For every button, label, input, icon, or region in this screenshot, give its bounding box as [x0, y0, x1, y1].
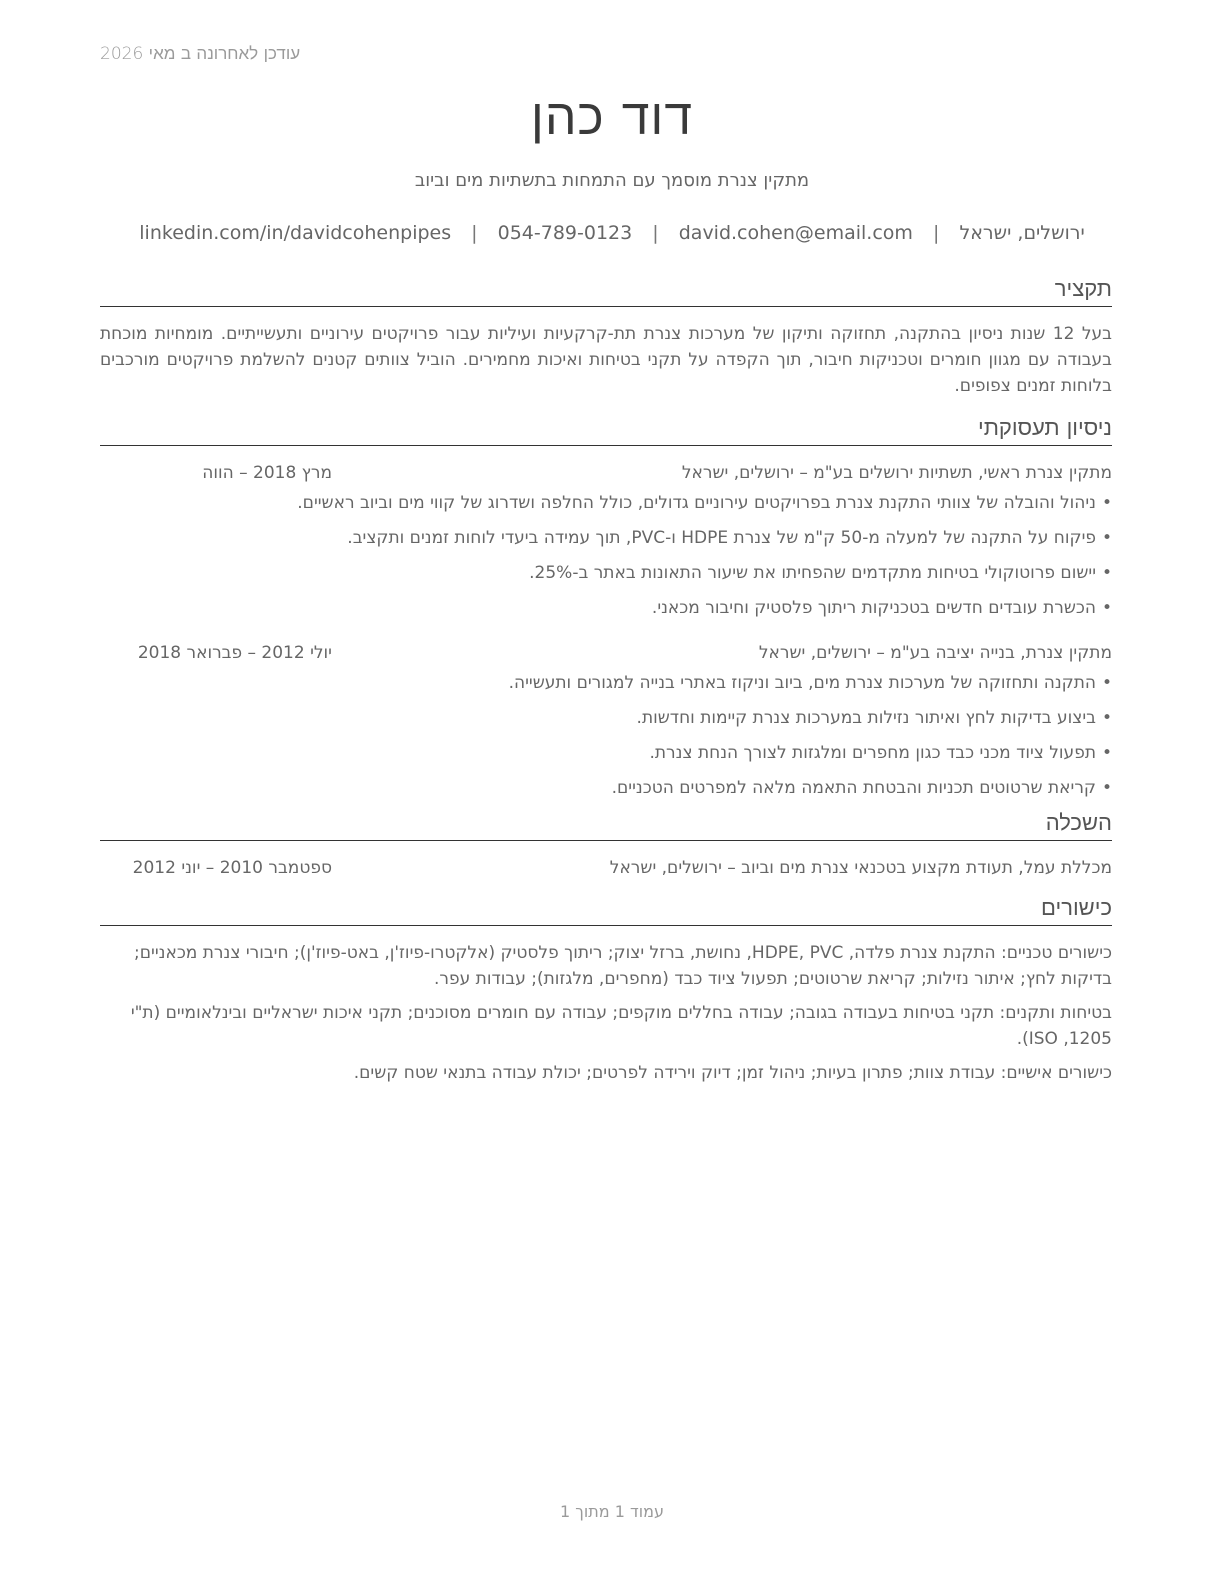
skills-technical: כישורים טכניים: התקנת צנרת פלדה, HDPE, PVC, נחושת, ברזל יצוק; ריתוך פלסטיק (אלקטרו-פיוז'ן, באט-פיוז'ן); חיבורי צנרת מכאניים; בדיקות לחץ; איתור נזילות; קריאת שרטוטים; תפעול ציוד כבד (מחפרים, מלגזות); עבודות עפר.: [134, 943, 1112, 989]
job-bullets: [100, 490, 1112, 621]
bullet-icon: •: [1101, 563, 1112, 583]
job-title: מתקין צנרת, בנייה יציבה בע"מ – ירושלים, ישראל: [758, 643, 1112, 663]
job-dates: מרץ 2018 – הווה: [202, 463, 332, 483]
job-bullets: [100, 670, 1112, 801]
professional-subtitle: מתקין צנרת מוסמך עם התמחות בתשתיות מים וביוב: [414, 170, 810, 191]
linkedin-link[interactable]: linkedin.com/in/davidcohenpipes: [139, 222, 452, 244]
job-title: מתקין צנרת ראשי, תשתיות ירושלים בע"מ – ירושלים, ישראל: [681, 463, 1112, 483]
contact-separator: |: [652, 222, 659, 244]
education-dates: ספטמבר 2010 – יוני 2012: [132, 858, 332, 878]
contact-separator: |: [471, 222, 478, 244]
list-item: [100, 740, 1112, 766]
page-number: עמוד 1 מתוך 1: [560, 1502, 664, 1521]
location-text: ירושלים, ישראל: [959, 222, 1085, 244]
education-title: מכללת עמל, תעודת מקצוע בטכנאי צנרת מים וביוב – ירושלים, ישראל: [609, 858, 1112, 878]
bullet-text: ניהול והובלה של צוותי התקנת צנרת בפרויקטים עירוניים גדולים, כולל החלפה ושדרוג של קווי מים וביוב ראשיים.: [297, 493, 1096, 513]
contact-line: [0, 222, 1224, 244]
bullet-icon: •: [1101, 598, 1112, 618]
last-updated-note: עודכן לאחרונה ב מאי 2026: [100, 44, 301, 64]
experience-heading: ניסיון תעסוקתי: [100, 415, 1112, 446]
list-item: [100, 595, 1112, 621]
list-item: [100, 525, 1112, 551]
summary-heading: תקציר: [100, 276, 1112, 307]
bullet-text: פיקוח על התקנה של למעלה מ-50 ק"מ של צנרת HDPE ו-PVC, תוך עמידה ביעדי לוחות זמנים ותקציב.: [347, 528, 1096, 548]
list-item: [100, 490, 1112, 516]
list-item: [100, 705, 1112, 731]
bullet-icon: •: [1101, 743, 1112, 763]
list-item: [100, 560, 1112, 586]
job-entry: [100, 640, 1112, 801]
bullet-icon: •: [1101, 673, 1112, 693]
bullet-icon: •: [1101, 493, 1112, 513]
bullet-icon: •: [1101, 528, 1112, 548]
education-heading: השכלה: [100, 810, 1112, 841]
job-dates: יולי 2012 – פברואר 2018: [137, 643, 332, 663]
bullet-text: ביצוע בדיקות לחץ ואיתור נזילות במערכות צנרת קיימות וחדשות.: [636, 708, 1096, 728]
bullet-text: קריאת שרטוטים תכניות והבטחת התאמה מלאה למפרטים הטכניים.: [611, 778, 1096, 798]
skills-safety: בטיחות ותקנים: תקני בטיחות בעבודה בגובה; עבודה בחללים מוקפים; עבודה עם חומרים מסוכנים; תקני איכות ישראליים ובינלאומיים (ת"י 1205, ISO).: [130, 1003, 1112, 1049]
contact-separator: |: [932, 222, 940, 244]
skills-personal: כישורים אישיים: עבודת צוות; פתרון בעיות; ניהול זמן; דיוק וירידה לפרטים; יכולת עבודה בתנאי שטח קשים.: [353, 1063, 1112, 1083]
job-header: [100, 460, 1112, 486]
candidate-name: דוד כהן: [530, 88, 694, 146]
summary-text: בעל 12 שנות ניסיון בהתקנה, תחזוקה ותיקון של מערכות צנרת תת-קרקעיות ועיליות עבור פרויקטים עירוניים ותעשייתיים. מומחיות מוכחת בעבודה עם מגוון חומרים וטכניקות חיבור, תוך הקפדה על תקני בטיחות ואיכות מחמירים. הוביל צוותים קטנים להשלמת פרויקטים מורכבים בלוחות זמנים צפופים.: [100, 324, 1112, 396]
list-item: [100, 775, 1112, 801]
list-item: [100, 670, 1112, 696]
skills-list: [100, 940, 1112, 1086]
bullet-text: תפעול ציוד מכני כבד כגון מחפרים ומלגזות לצורך הנחת צנרת.: [649, 743, 1096, 763]
bullet-text: התקנה ותחזוקה של מערכות צנרת מים, ביוב וניקוז באתרי בנייה למגורים ותעשייה.: [508, 673, 1096, 693]
phone-text: 054-789-0123: [497, 222, 633, 244]
education-entry: [100, 855, 1112, 881]
bullet-text: הכשרת עובדים חדשים בטכניקות ריתוך פלסטיק וחיבור מכאני.: [651, 598, 1096, 618]
bullet-icon: •: [1101, 708, 1112, 728]
resume-content: [100, 276, 1112, 1094]
skills-heading: כישורים: [100, 895, 1112, 926]
email-link[interactable]: david.cohen@email.com: [678, 222, 913, 244]
job-header: [100, 640, 1112, 666]
job-entry: [100, 460, 1112, 621]
bullet-text: יישום פרוטוקולי בטיחות מתקדמים שהפחיתו את שיעור התאונות באתר ב-25%.: [529, 563, 1096, 583]
bullet-icon: •: [1101, 778, 1112, 798]
